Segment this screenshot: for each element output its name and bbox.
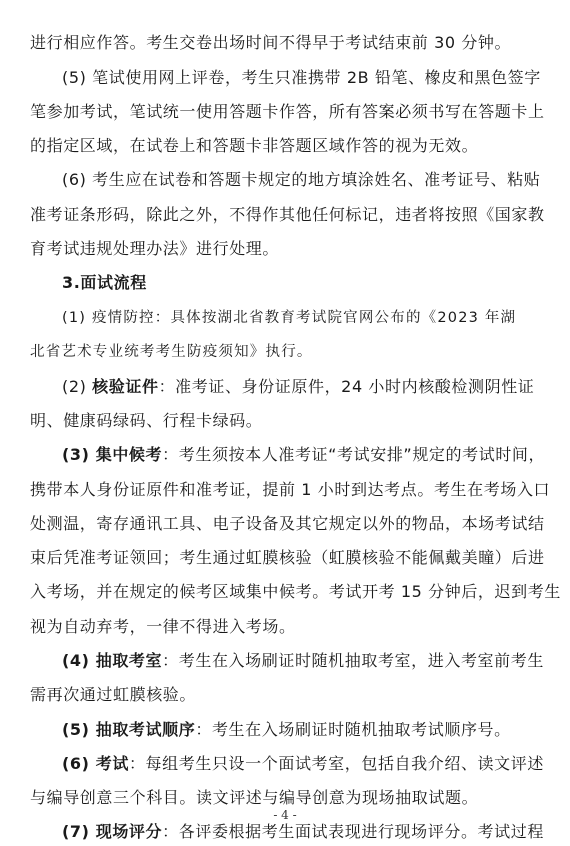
- text-line: (6) 考生应在试卷和答题卡规定的地方填涂姓名、准考证号、粘贴: [62, 170, 541, 189]
- item-label: 核验证件: [92, 377, 159, 396]
- item-label: 抽取考室: [95, 651, 163, 670]
- text-line: (1) 疫情防控：具体按湖北省教育考试院官网公布的《2023 年湖: [62, 310, 517, 326]
- text-line: (5) 笔试使用网上评卷，考生只准携带 2B 铅笔、橡皮和黑色签字: [62, 68, 541, 87]
- item-label: 考试: [95, 754, 129, 773]
- item-number: (2): [62, 377, 93, 396]
- text-line: 进行相应作答。考生交卷出场时间不得早于考试结束前 30 分钟。: [30, 33, 512, 52]
- text-line: 视为自动弃考，一律不得进入考场。: [30, 617, 296, 636]
- list-item-heading: [62, 720, 511, 740]
- text-line: 束后凭准考证领回；考生通过虹膜核验（虹膜核验不能佩戴美瞳）后进: [30, 548, 545, 567]
- text-line: 北省艺术专业统考考生防疫须知》执行。: [30, 344, 313, 360]
- item-number: (4): [62, 651, 96, 670]
- item-number: (5): [62, 720, 96, 739]
- text-line: 明、健康码绿码、行程卡绿码。: [30, 411, 263, 430]
- text-line: 处测温，寄存通讯工具、电子设备及其它规定以外的物品，本场考试结: [30, 514, 545, 533]
- text-line: 携带本人身份证原件和准考证，提前 1 小时到达考点。考生在考场入口: [30, 480, 551, 499]
- item-number: (7): [62, 822, 96, 841]
- item-text: ：每组考生只设一个面试考室，包括自我介绍、读文评述: [128, 754, 544, 773]
- item-text: ：考生须按本人准考证“考试安排”规定的考试时间，: [162, 445, 546, 464]
- text-line: 的指定区域，在试卷上和答题卡非答题区域作答的视为无效。: [30, 136, 479, 155]
- text-line: 与编导创意三个科目。读文评述与编导创意为现场抽取试题。: [30, 788, 479, 807]
- item-label: 现场评分: [95, 822, 163, 841]
- section-heading: 3.面试流程: [62, 273, 147, 292]
- item-text: ：考生在入场刷证时随机抽取考室，进入考室前考生: [162, 651, 544, 670]
- item-number: (3): [62, 445, 96, 464]
- item-label: 集中候考: [95, 445, 163, 464]
- list-item-heading: [62, 445, 545, 465]
- item-label: 抽取考试顺序: [95, 720, 196, 739]
- text-line: 准考证条形码，除此之外，不得作其他任何标记，违者将按照《国家教: [30, 205, 545, 224]
- item-text: ：准考证、身份证原件，24 小时内核酸检测阴性证: [158, 377, 535, 396]
- list-item-heading: [62, 754, 544, 774]
- page-number: - 4 -: [273, 808, 297, 822]
- item-text: ：考生在入场刷证时随机抽取考试顺序号。: [195, 720, 511, 739]
- list-item-heading: [62, 822, 544, 842]
- item-text: ：各评委根据考生面试表现进行现场评分。考试过程: [162, 822, 544, 841]
- item-number: (6): [62, 754, 96, 773]
- text-line: 笔参加考试，笔试统一使用答题卡作答，所有答案必须书写在答题卡上: [30, 102, 545, 121]
- list-item-heading: [62, 377, 534, 397]
- text-line: 入考场，并在规定的候考区域集中候考。考试开考 15 分钟后，迟到考生: [30, 582, 561, 601]
- list-item-heading: [62, 651, 544, 671]
- text-line: 需再次通过虹膜核验。: [30, 685, 197, 704]
- text-line: 育考试违规处理办法》进行处理。: [30, 239, 280, 258]
